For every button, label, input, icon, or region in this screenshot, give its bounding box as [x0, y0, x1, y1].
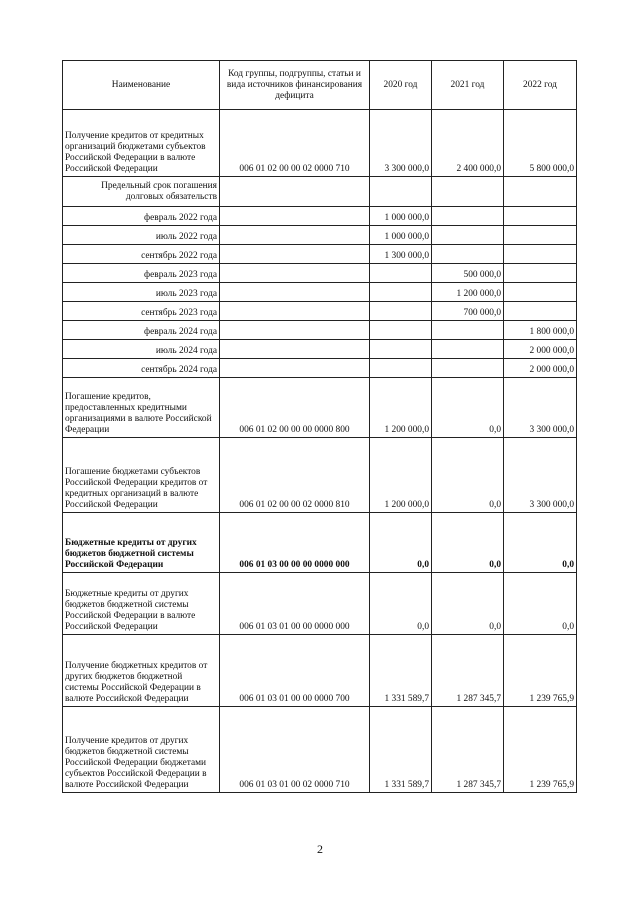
row-value-2021: 1 200 000,0	[432, 283, 504, 302]
table-row	[63, 340, 577, 359]
row-code: 006 01 03 01 00 00 0000 000	[220, 573, 370, 635]
row-name: сентябрь 2023 года	[63, 302, 220, 321]
row-value-2022	[504, 283, 577, 302]
row-value-2022	[504, 245, 577, 264]
row-value-2020	[370, 321, 432, 340]
row-name: Получение кредитов от кредитных организаций бюджетами субъектов Российской Федерации в валюте Российской Федерации	[63, 110, 220, 177]
row-code: 006 01 02 00 00 02 0000 810	[220, 438, 370, 513]
row-code	[220, 340, 370, 359]
row-name: июль 2024 года	[63, 340, 220, 359]
row-value-2020: 1 000 000,0	[370, 207, 432, 226]
row-name: Погашение бюджетами субъектов Российской Федерации кредитов от кредитных организаций в валюте Российской Федерации	[63, 438, 220, 513]
row-name: Бюджетные кредиты от других бюджетов бюджетной системы Российской Федерации в валюте Российской Федерации	[63, 573, 220, 635]
row-value-2021: 0,0	[432, 438, 504, 513]
row-value-2021: 1 287 345,7	[432, 635, 504, 707]
row-code	[220, 359, 370, 378]
row-code: 006 01 03 00 00 00 0000 000	[220, 513, 370, 573]
table-row	[63, 438, 577, 513]
row-value-2022: 5 800 000,0	[504, 110, 577, 177]
table-row	[63, 378, 577, 438]
row-value-2022	[504, 226, 577, 245]
row-value-2020	[370, 177, 432, 207]
row-value-2022	[504, 207, 577, 226]
table-row	[63, 707, 577, 793]
row-name: Предельный срок погашения долговых обязательств	[63, 177, 220, 207]
row-value-2020: 1 200 000,0	[370, 438, 432, 513]
header-2021: 2021 год	[432, 61, 504, 110]
row-value-2020: 1 200 000,0	[370, 378, 432, 438]
header-name: Наименование	[63, 61, 220, 110]
row-value-2020: 1 331 589,7	[370, 635, 432, 707]
row-value-2020	[370, 359, 432, 378]
row-value-2022: 3 300 000,0	[504, 438, 577, 513]
row-code	[220, 226, 370, 245]
table-row	[63, 207, 577, 226]
row-value-2020: 1 000 000,0	[370, 226, 432, 245]
row-value-2020	[370, 264, 432, 283]
table-row	[63, 283, 577, 302]
budget-sources-table	[62, 60, 577, 793]
table-header-row	[63, 61, 577, 110]
header-code: Код группы, подгруппы, статьи и вида источников финансирования дефицита	[220, 61, 370, 110]
row-value-2021: 700 000,0	[432, 302, 504, 321]
row-code	[220, 321, 370, 340]
row-value-2020: 3 300 000,0	[370, 110, 432, 177]
table-row	[63, 573, 577, 635]
row-value-2021	[432, 340, 504, 359]
row-value-2022: 1 800 000,0	[504, 321, 577, 340]
row-code: 006 01 03 01 00 00 0000 700	[220, 635, 370, 707]
row-code	[220, 264, 370, 283]
row-value-2021	[432, 207, 504, 226]
row-value-2020: 1 300 000,0	[370, 245, 432, 264]
row-code: 006 01 02 00 00 02 0000 710	[220, 110, 370, 177]
row-code: 006 01 02 00 00 00 0000 800	[220, 378, 370, 438]
row-value-2022	[504, 264, 577, 283]
row-value-2022: 1 239 765,9	[504, 635, 577, 707]
row-name: сентябрь 2022 года	[63, 245, 220, 264]
row-value-2022: 2 000 000,0	[504, 359, 577, 378]
row-value-2021: 0,0	[432, 378, 504, 438]
table-row	[63, 635, 577, 707]
header-2022: 2022 год	[504, 61, 577, 110]
row-value-2022: 2 000 000,0	[504, 340, 577, 359]
table-row	[63, 264, 577, 283]
row-name: Получение бюджетных кредитов от других бюджетов бюджетной системы Российской Федерации в валюте Российской Федерации	[63, 635, 220, 707]
row-name: сентябрь 2024 года	[63, 359, 220, 378]
row-code	[220, 207, 370, 226]
row-value-2020: 0,0	[370, 573, 432, 635]
table-row	[63, 110, 577, 177]
table-row	[63, 302, 577, 321]
row-value-2021	[432, 245, 504, 264]
table-row	[63, 321, 577, 340]
row-code	[220, 177, 370, 207]
row-value-2021	[432, 177, 504, 207]
table-row	[63, 226, 577, 245]
row-value-2022: 0,0	[504, 573, 577, 635]
row-name: Погашение кредитов, предоставленных кредитными организациями в валюте Российской Федерации	[63, 378, 220, 438]
row-value-2020	[370, 302, 432, 321]
row-value-2020	[370, 283, 432, 302]
row-value-2020: 1 331 589,7	[370, 707, 432, 793]
row-name: февраль 2022 года	[63, 207, 220, 226]
row-name: февраль 2023 года	[63, 264, 220, 283]
page-number: 2	[317, 842, 323, 856]
row-code: 006 01 03 01 00 02 0000 710	[220, 707, 370, 793]
row-value-2021: 0,0	[432, 513, 504, 573]
table-row	[63, 245, 577, 264]
row-value-2021: 0,0	[432, 573, 504, 635]
row-value-2022: 0,0	[504, 513, 577, 573]
row-code	[220, 283, 370, 302]
table-row	[63, 359, 577, 378]
table-row	[63, 513, 577, 573]
row-name: июль 2022 года	[63, 226, 220, 245]
row-value-2022	[504, 302, 577, 321]
row-value-2021: 500 000,0	[432, 264, 504, 283]
row-value-2022: 3 300 000,0	[504, 378, 577, 438]
table-row	[63, 177, 577, 207]
row-name: Бюджетные кредиты от других бюджетов бюджетной системы Российской Федерации	[63, 513, 220, 573]
header-2020: 2020 год	[370, 61, 432, 110]
row-value-2020: 0,0	[370, 513, 432, 573]
row-code	[220, 302, 370, 321]
row-code	[220, 245, 370, 264]
row-value-2020	[370, 340, 432, 359]
row-value-2021	[432, 226, 504, 245]
row-value-2022	[504, 177, 577, 207]
row-name: июль 2023 года	[63, 283, 220, 302]
row-value-2022: 1 239 765,9	[504, 707, 577, 793]
row-value-2021: 1 287 345,7	[432, 707, 504, 793]
row-value-2021: 2 400 000,0	[432, 110, 504, 177]
row-name: февраль 2024 года	[63, 321, 220, 340]
row-name: Получение кредитов от других бюджетов бюджетной системы Российской Федерации бюджетами субъектов Российской Федерации в валюте Российской Федерации	[63, 707, 220, 793]
row-value-2021	[432, 321, 504, 340]
row-value-2021	[432, 359, 504, 378]
